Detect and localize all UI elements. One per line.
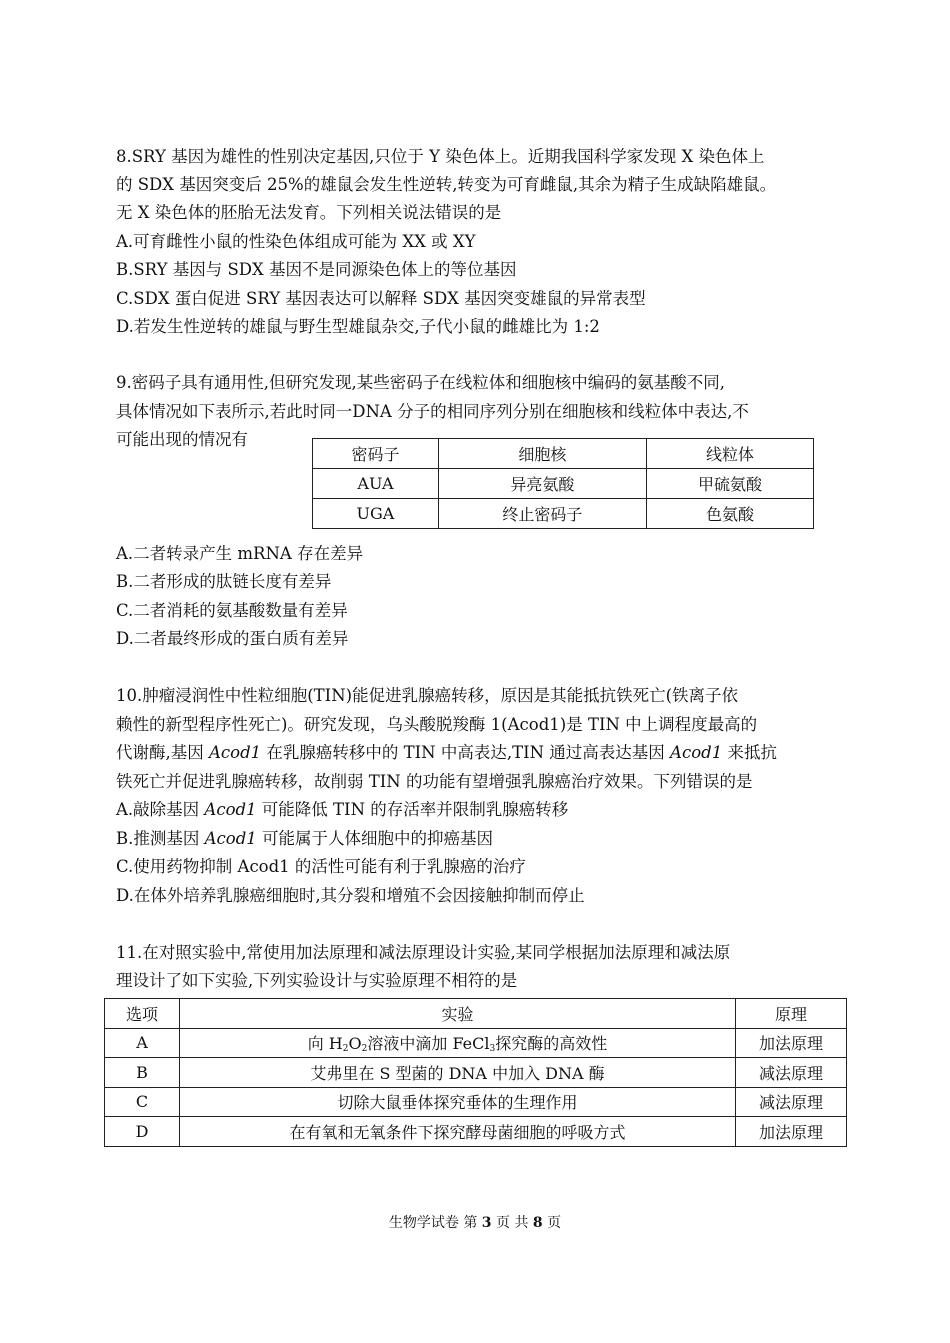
q8-option-a: A.可育雌性小鼠的性染色体组成可能为 XX 或 XY <box>116 232 476 251</box>
header-option: 选项 <box>105 999 180 1029</box>
header-principle: 原理 <box>736 999 847 1029</box>
table-cell: A <box>105 1028 180 1058</box>
q8-option-b: B.SRY 基因与 SDX 基因不是同源染色体上的等位基因 <box>116 260 517 279</box>
text: 在乳腺癌转移中的 TIN 中高表达,TIN 通过高表达基因 <box>261 743 671 762</box>
q8-stem-line1: 8.SRY 基因为雄性的性别决定基因,只位于 Y 染色体上。近期我国科学家发现 X 染色体上 <box>116 147 765 166</box>
q10-stem-line4: 铁死亡并促进乳腺癌转移，故削弱 TIN 的功能有望增强乳腺癌治疗效果。下列错误的是 <box>116 772 753 791</box>
q9-stem-line1: 9.密码子具有通用性,但研究发现,某些密码子在线粒体和细胞核中编码的氨基酸不同, <box>116 373 725 392</box>
table-row <box>105 1028 847 1058</box>
table-cell: B <box>105 1058 180 1088</box>
text: 页 <box>542 1215 562 1231</box>
table-cell: 终止密码子 <box>438 499 646 529</box>
table-cell: 加法原理 <box>736 1028 847 1058</box>
gene-name: Acod1 <box>670 743 723 762</box>
subscript: 2 <box>342 1044 349 1055</box>
text: O <box>348 1034 362 1054</box>
text: 探究酶的高效性 <box>495 1034 608 1054</box>
q10-option-d: D.在体外培养乳腺癌细胞时,其分裂和增殖不会因接触抑制而停止 <box>116 886 585 905</box>
q11-stem-line2: 理设计了如下实验,下列实验设计与实验原理不相符的是 <box>116 971 518 990</box>
page-number: 3 <box>481 1215 492 1231</box>
subscript: 3 <box>489 1044 496 1055</box>
text: 可能降低 TIN 的存活率并限制乳腺癌转移 <box>256 800 569 819</box>
q8-stem-line2: 的 SDX 基因突变后 25%的雄鼠会发生性逆转,转变为可育雌鼠,其余为精子生成缺陷雄鼠。 <box>116 175 777 194</box>
q9-option-c: C.二者消耗的氨基酸数量有差异 <box>116 601 348 620</box>
table-cell: 减法原理 <box>736 1058 847 1088</box>
q10-option-b <box>116 825 493 854</box>
table-row <box>105 1087 847 1117</box>
text: 溶液中滴加 FeCl <box>367 1034 490 1054</box>
q9-option-d: D.二者最终形成的蛋白质有差异 <box>116 629 349 648</box>
text: 可能属于人体细胞中的抑癌基因 <box>256 829 494 848</box>
table-header-row <box>313 439 814 469</box>
q10-stem-line3 <box>116 739 777 768</box>
table-cell: 色氨酸 <box>646 499 813 529</box>
q10-option-a <box>116 796 568 825</box>
text: A.敲除基因 <box>116 800 205 819</box>
text: 来抵抗 <box>722 743 777 762</box>
table-cell: 加法原理 <box>736 1117 847 1147</box>
table-cell: D <box>105 1117 180 1147</box>
text: 代谢酶,基因 <box>116 743 209 762</box>
table-cell: AUA <box>313 469 439 499</box>
header-experiment: 实验 <box>180 999 736 1029</box>
q11-stem-line1: 11.在对照实验中,常使用加法原理和减法原理设计实验,某同学根据加法原理和减法原 <box>116 943 731 962</box>
table-cell <box>180 1028 736 1058</box>
table-row <box>313 499 814 529</box>
q9-stem-line3: 可能出现的情况有 <box>116 430 248 449</box>
header-nucleus: 细胞核 <box>438 439 646 469</box>
experiment-table <box>104 998 847 1147</box>
table-cell: 切除大鼠垂体探究垂体的生理作用 <box>180 1087 736 1117</box>
header-mitochondria: 线粒体 <box>646 439 813 469</box>
table-cell: UGA <box>313 499 439 529</box>
table-header-row <box>105 999 847 1029</box>
text: 向 H <box>307 1034 343 1054</box>
q10-stem-line2: 赖性的新型程序性死亡)。研究发现，乌头酸脱羧酶 1(Acod1)是 TIN 中上调程度最高的 <box>116 715 758 734</box>
gene-name: Acod1 <box>209 743 262 762</box>
text: B.推测基因 <box>116 829 205 848</box>
table-row <box>105 1058 847 1088</box>
text: 生物学试卷 第 <box>388 1215 482 1231</box>
q8-stem-line3: 无 X 染色体的胚胎无法发育。下列相关说法错误的是 <box>116 203 502 222</box>
table-row <box>313 469 814 499</box>
subscript: 2 <box>361 1044 368 1055</box>
table-row <box>105 1117 847 1147</box>
total-pages: 8 <box>532 1215 543 1231</box>
page-footer <box>0 1212 950 1232</box>
q8-option-c: C.SDX 蛋白促进 SRY 基因表达可以解释 SDX 基因突变雄鼠的异常表型 <box>116 289 646 308</box>
table-cell: 异亮氨酸 <box>438 469 646 499</box>
header-codon: 密码子 <box>313 439 439 469</box>
table-cell: C <box>105 1087 180 1117</box>
q9-option-b: B.二者形成的肽链长度有差异 <box>116 572 332 591</box>
table-cell: 艾弗里在 S 型菌的 DNA 中加入 DNA 酶 <box>180 1058 736 1088</box>
codon-table <box>312 438 814 529</box>
q9-option-a: A.二者转录产生 mRNA 存在差异 <box>116 544 364 563</box>
q10-option-c: C.使用药物抑制 Acod1 的活性可能有利于乳腺癌的治疗 <box>116 857 526 876</box>
table-cell: 甲硫氨酸 <box>646 469 813 499</box>
gene-name: Acod1 <box>204 800 257 819</box>
q9-stem-line2: 具体情况如下表所示,若此时同一DNA 分子的相同序列分别在细胞核和线粒体中表达,不 <box>116 402 749 421</box>
table-cell: 减法原理 <box>736 1087 847 1117</box>
gene-name: Acod1 <box>204 829 257 848</box>
q10-stem-line1: 10.肿瘤浸润性中性粒细胞(TIN)能促进乳腺癌转移，原因是其能抵抗铁死亡(铁离子依 <box>116 686 739 705</box>
text: 页 共 <box>491 1215 533 1231</box>
q8-option-d: D.若发生性逆转的雄鼠与野生型雄鼠杂交,子代小鼠的雌雄比为 1:2 <box>116 317 600 336</box>
table-cell: 在有氧和无氧条件下探究酵母菌细胞的呼吸方式 <box>180 1117 736 1147</box>
